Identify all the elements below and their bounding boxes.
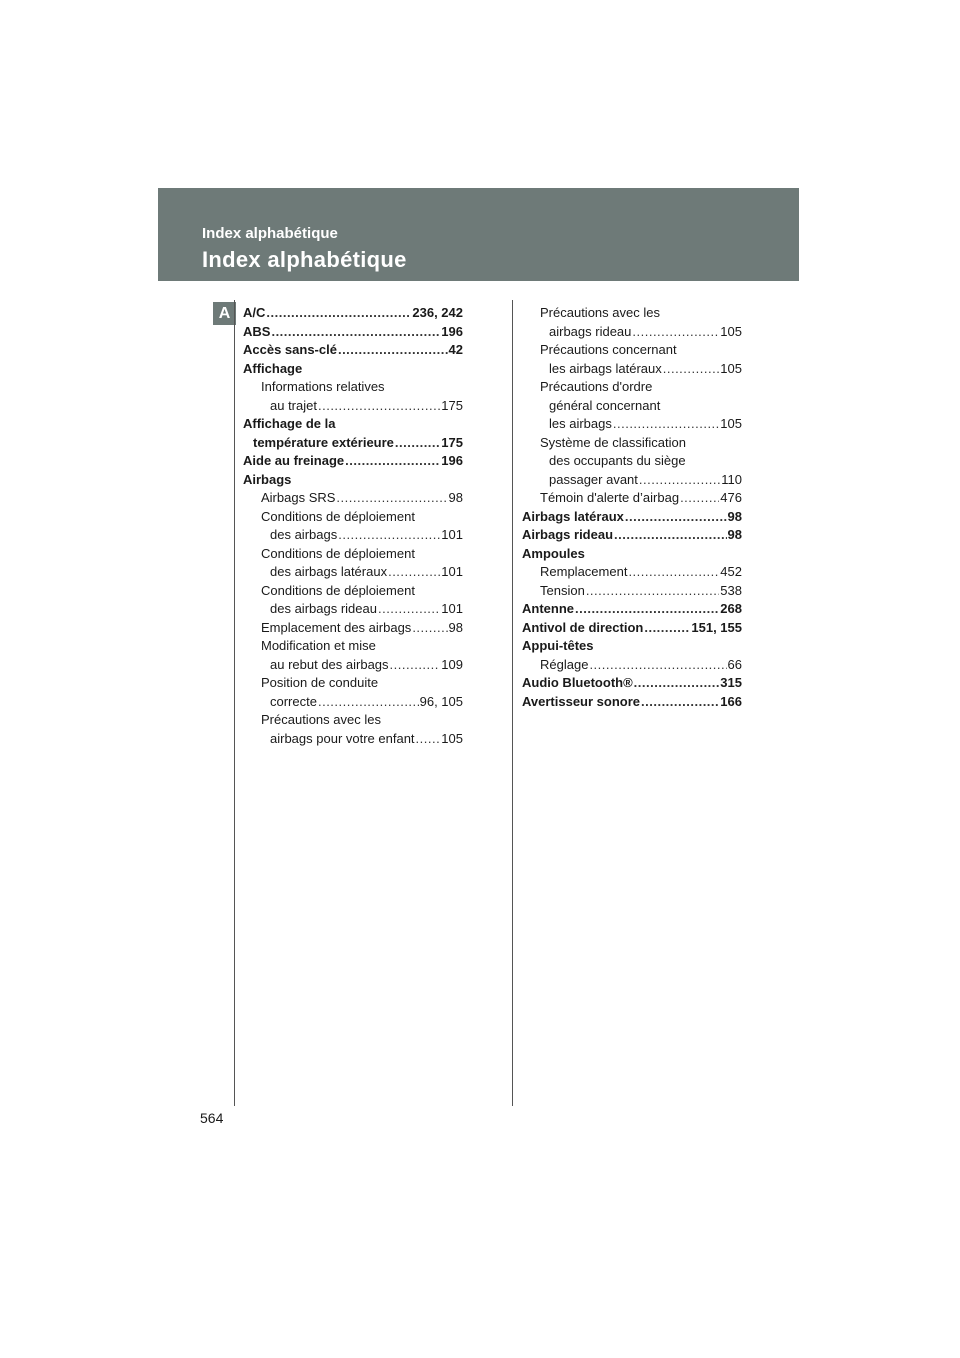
index-entry-term: Modification et mise	[261, 638, 376, 653]
index-entry	[243, 711, 463, 730]
index-entry-page: 42	[448, 342, 463, 357]
dot-leader	[680, 489, 719, 508]
dot-leader	[336, 489, 447, 508]
index-entry	[522, 545, 742, 564]
dot-leader	[641, 693, 719, 712]
index-entry-term: les airbags	[549, 416, 612, 431]
index-entry-term: Conditions de déploiement	[261, 508, 415, 524]
index-entry-term: ABS	[243, 323, 271, 339]
index-entry	[522, 508, 742, 527]
index-entry-page: 175	[441, 397, 463, 413]
index-entry-term: Conditions de déploiement	[261, 582, 415, 598]
index-entry	[522, 582, 742, 601]
index-entry-term: des airbags rideau	[270, 601, 377, 616]
dot-leader	[318, 397, 440, 416]
index-entry-page: 101	[441, 527, 463, 542]
index-letter-tab: A	[213, 302, 236, 325]
index-entry-page: 476	[720, 490, 742, 505]
column-divider-middle	[512, 300, 513, 1106]
index-entry-page: 101	[441, 601, 463, 616]
index-entry-page: 109	[441, 656, 463, 672]
index-entry-term: Conditions de déploiement	[261, 545, 415, 561]
index-column-2	[522, 304, 742, 711]
index-entry-page: 151, 155	[691, 619, 742, 635]
index-entry-page: 66	[727, 656, 742, 672]
dot-leader	[625, 508, 727, 527]
index-entry-page: 196	[441, 453, 463, 468]
index-entry-term: Témoin d'alerte d’airbag	[540, 490, 680, 505]
index-entry-term: Affichage de la	[243, 416, 336, 431]
dot-leader	[412, 619, 447, 638]
index-entry-page: 105	[720, 416, 742, 431]
index-entry	[522, 341, 742, 360]
index-entry-term: les airbags latéraux	[549, 360, 662, 376]
index-entry	[243, 526, 463, 545]
index-entry-term: des airbags	[270, 527, 338, 542]
dot-leader	[575, 600, 719, 619]
index-entry-term: des occupants du siège	[549, 453, 686, 468]
index-entry-term: Ampoules	[522, 545, 585, 561]
index-entry	[522, 323, 742, 342]
index-entry	[243, 489, 463, 508]
index-entry	[243, 693, 463, 712]
chapter-header	[158, 188, 799, 281]
index-entry-term: A/C	[243, 305, 266, 320]
section-label: Index alphabétique	[202, 225, 338, 242]
index-entry-term: des airbags latéraux	[270, 564, 388, 579]
index-entry-term: correcte	[270, 693, 317, 709]
dot-leader	[388, 563, 440, 582]
index-entry-term: Airbags rideau	[522, 527, 614, 542]
index-entry-page: 538	[720, 582, 742, 598]
index-entry-page: 452	[720, 564, 742, 579]
index-entry	[522, 619, 742, 638]
dot-leader	[614, 526, 727, 545]
index-entry-term: Remplacement	[540, 564, 628, 579]
index-entry	[243, 341, 463, 360]
page-number: 564	[200, 1110, 224, 1126]
index-entry-page: 268	[720, 601, 742, 616]
index-entry-term: airbags pour votre enfant	[270, 730, 415, 746]
index-entry-term: Informations relatives	[261, 379, 385, 394]
index-entry-term: au rebut des airbags	[270, 656, 389, 672]
index-entry-term: Précautions avec les	[540, 305, 660, 320]
index-entry	[522, 397, 742, 416]
index-column-1	[243, 304, 463, 748]
column-divider-left	[234, 300, 235, 1106]
index-entry	[243, 637, 463, 656]
index-entry-term: Précautions concernant	[540, 342, 677, 357]
dot-leader	[586, 582, 719, 601]
dot-leader	[632, 323, 719, 342]
page-title: Index alphabétique	[202, 247, 407, 272]
index-entry-page: 110	[721, 471, 742, 487]
index-entry-term: Appui-têtes	[522, 638, 594, 653]
index-entry-page: 96, 105	[419, 693, 463, 709]
dot-leader	[589, 656, 726, 675]
index-entry	[522, 656, 742, 675]
index-entry-term: Accès sans-clé	[243, 342, 337, 357]
index-entry-page: 105	[720, 323, 742, 339]
index-entry-term: Airbags SRS	[261, 490, 336, 505]
index-entry-page: 101	[441, 564, 463, 579]
index-entry	[243, 674, 463, 693]
index-entry	[522, 637, 742, 656]
index-entry-page: 196	[441, 323, 463, 339]
index-entry	[243, 600, 463, 619]
index-entry	[522, 471, 742, 490]
index-entry-page: 105	[720, 360, 742, 376]
index-entry	[243, 304, 463, 323]
index-entry-term: général concernant	[549, 397, 661, 413]
dot-leader	[613, 415, 719, 434]
index-entry	[522, 489, 742, 508]
index-entry	[243, 378, 463, 397]
index-entry-term: Audio Bluetooth®	[522, 675, 633, 690]
dot-leader	[639, 471, 720, 490]
dot-leader	[338, 526, 440, 545]
index-entry-term: passager avant	[549, 471, 638, 487]
index-entry-page: 98	[448, 490, 463, 505]
index-entry	[522, 693, 742, 712]
dot-leader	[663, 360, 720, 379]
index-entry-term: Réglage	[540, 656, 589, 672]
index-entry-page: 175	[441, 434, 463, 450]
index-entry-term: airbags rideau	[549, 323, 632, 339]
dot-leader	[644, 619, 690, 638]
dot-leader	[266, 304, 411, 323]
dot-leader	[628, 563, 719, 582]
index-entry	[243, 582, 463, 601]
index-entry	[522, 378, 742, 397]
index-entry-term: Airbags latéraux	[522, 508, 624, 524]
index-entry-term: Antenne	[522, 601, 574, 616]
dot-leader	[318, 693, 419, 712]
dot-leader	[395, 434, 440, 453]
index-entry-term: Tension	[540, 582, 585, 598]
index-entry	[522, 526, 742, 545]
index-entry	[243, 360, 463, 379]
index-entry-page: 315	[720, 675, 742, 690]
index-entry	[243, 434, 463, 453]
index-entry	[243, 656, 463, 675]
index-entry	[243, 452, 463, 471]
index-entry-term: Antivol de direction	[522, 619, 644, 635]
index-entry-term: Aide au freinage	[243, 453, 345, 468]
index-entry	[522, 563, 742, 582]
index-entry-term: Airbags	[243, 471, 292, 487]
index-entry-term: Système de classification	[540, 434, 686, 450]
dot-leader	[345, 452, 440, 471]
index-entry	[243, 545, 463, 564]
index-entry	[522, 600, 742, 619]
dot-leader	[416, 730, 441, 749]
dot-leader	[271, 323, 440, 342]
index-entry-term: Avertisseur sonore	[522, 693, 641, 709]
index-entry	[522, 674, 742, 693]
index-entry	[243, 323, 463, 342]
index-entry-page: 98	[448, 619, 463, 635]
index-entry-term: au trajet	[270, 397, 317, 413]
index-entry	[243, 508, 463, 527]
index-entry-page: 105	[441, 730, 463, 746]
index-entry	[243, 730, 463, 749]
index-entry	[522, 434, 742, 453]
index-entry-page: 236, 242	[412, 305, 463, 320]
index-entry	[243, 563, 463, 582]
index-entry	[522, 452, 742, 471]
index-entry	[243, 397, 463, 416]
index-entry-term: Position de conduite	[261, 675, 379, 690]
index-entry	[243, 619, 463, 638]
dot-leader	[338, 341, 448, 360]
index-entry-page: 166	[720, 693, 742, 709]
index-entry	[522, 415, 742, 434]
index-entry	[522, 360, 742, 379]
dot-leader	[390, 656, 441, 675]
index-entry	[522, 304, 742, 323]
index-entry	[243, 415, 463, 434]
index-entry-term: température extérieure	[253, 434, 394, 450]
dot-leader	[378, 600, 440, 619]
index-entry-page: 98	[727, 508, 742, 524]
index-entry-term: Affichage	[243, 360, 303, 376]
index-entry-term: Emplacement des airbags	[261, 619, 412, 635]
index-entry-page: 98	[727, 527, 742, 542]
index-entry-term: Précautions avec les	[261, 712, 381, 727]
dot-leader	[634, 674, 720, 693]
index-entry-term: Précautions d'ordre	[540, 379, 653, 394]
index-entry	[243, 471, 463, 490]
